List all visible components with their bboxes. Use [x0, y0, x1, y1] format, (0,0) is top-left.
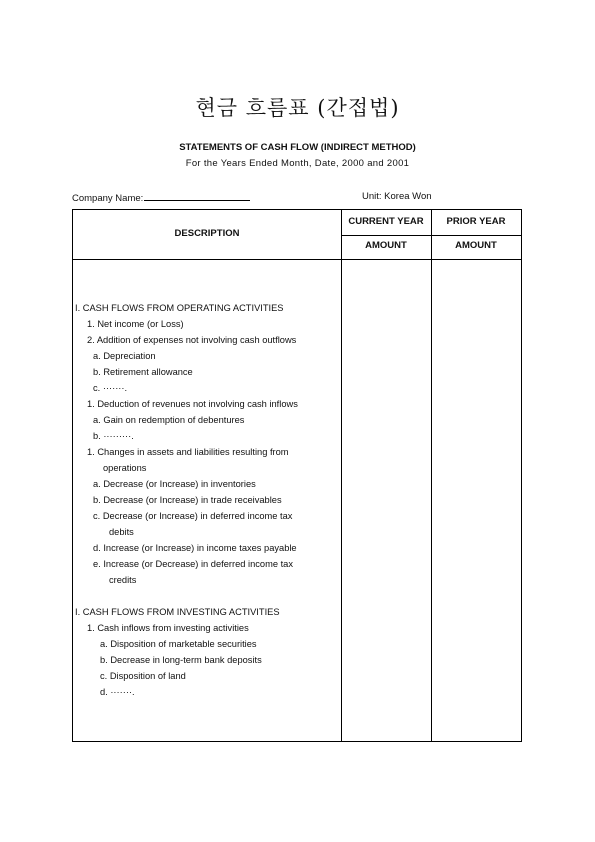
- description-line: a. Gain on redemption of debentures: [93, 415, 245, 425]
- description-line: a. Disposition of marketable securities: [100, 639, 257, 649]
- description-line: I. CASH FLOWS FROM OPERATING ACTIVITIES: [75, 303, 284, 313]
- company-name-blank[interactable]: [144, 191, 250, 201]
- column-divider-1: [341, 210, 342, 741]
- description-line: d. ·······.: [100, 687, 135, 697]
- description-line: operations: [103, 463, 147, 473]
- description-line: a. Decrease (or Increase) in inventories: [93, 479, 256, 489]
- current-year-header: CURRENT YEAR: [348, 216, 424, 227]
- description-line: d. Increase (or Increase) in income taxes payable: [93, 543, 297, 553]
- description-line: a. Depreciation: [93, 351, 156, 361]
- description-line: 1. Deduction of revenues not involving cash inflows: [87, 399, 298, 409]
- description-line: credits: [109, 575, 137, 585]
- description-line: b. Decrease (or Increase) in trade receivables: [93, 495, 282, 505]
- description-line: c. ·······.: [93, 383, 128, 393]
- column-divider-2: [431, 210, 432, 741]
- line-spacer: [73, 588, 341, 604]
- header-bottom-divider: [73, 259, 521, 260]
- prior-year-amount-header: AMOUNT: [455, 240, 497, 251]
- description-line: c. Decrease (or Increase) in deferred income tax: [93, 511, 293, 521]
- description-line: 1. Changes in assets and liabilities resulting from: [87, 447, 289, 457]
- description-line: e. Increase (or Decrease) in deferred income tax: [93, 559, 293, 569]
- description-line: b. Retirement allowance: [93, 367, 193, 377]
- company-name-field: [72, 191, 250, 204]
- reporting-period: For the Years Ended Month, Date, 2000 and 2001: [185, 158, 410, 169]
- company-name-label: Company Name:: [72, 193, 144, 204]
- statement-subtitle: STATEMENTS OF CASH FLOW (INDIRECT METHOD): [179, 142, 416, 153]
- description-line: 1. Net income (or Loss): [87, 319, 184, 329]
- description-header: DESCRIPTION: [174, 228, 240, 239]
- description-line: debits: [109, 527, 134, 537]
- description-line: c. Disposition of land: [100, 671, 186, 681]
- cash-flow-table: [72, 209, 522, 742]
- description-line: 1. Cash inflows from investing activities: [87, 623, 249, 633]
- description-line: b. ·········.: [93, 431, 134, 441]
- description-line: I. CASH FLOWS FROM INVESTING ACTIVITIES: [75, 607, 280, 617]
- header-mid-divider: [341, 235, 521, 236]
- unit-label: Unit: Korea Won: [362, 191, 432, 202]
- description-line: 2. Addition of expenses not involving cash outflows: [87, 335, 297, 345]
- description-lines: [73, 300, 341, 700]
- current-year-amount-header: AMOUNT: [365, 240, 407, 251]
- description-line: b. Decrease in long-term bank deposits: [100, 655, 262, 665]
- prior-year-header: PRIOR YEAR: [446, 216, 506, 227]
- document-title: 현금 흐름표 (간접법): [195, 96, 400, 120]
